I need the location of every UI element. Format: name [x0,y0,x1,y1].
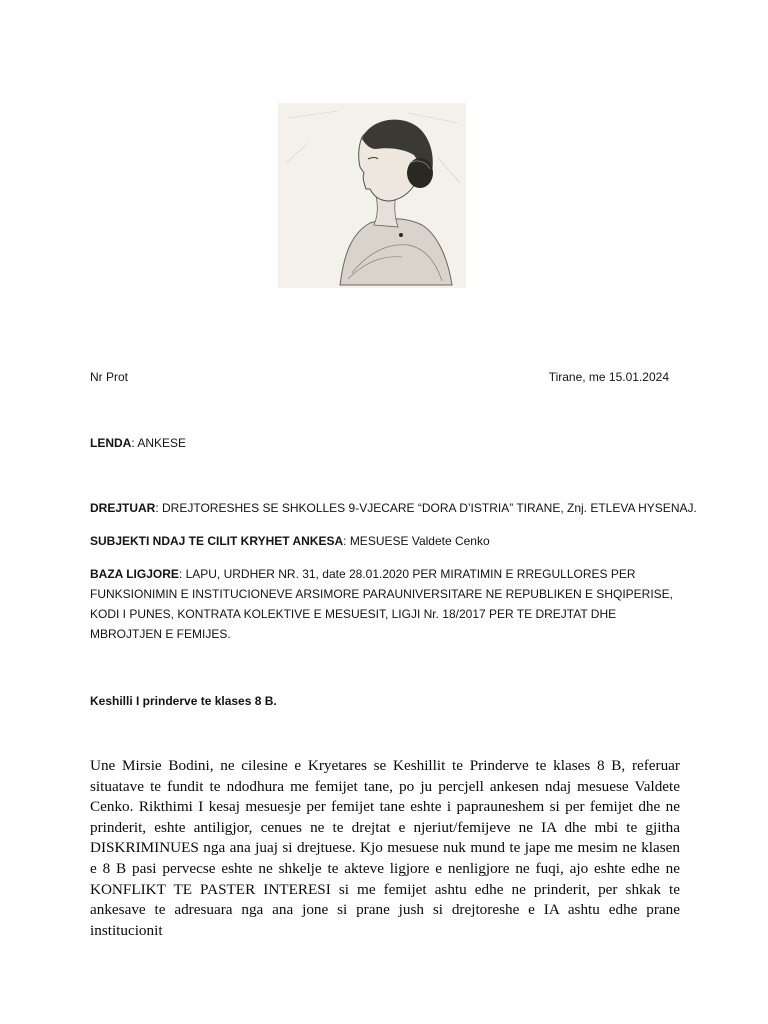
legal-basis-label: BAZA LIGJORE [90,567,179,581]
portrait-engraving [278,103,466,288]
sender-name: Keshilli I prinderve te klases 8 B. [90,694,277,708]
place-date: Tirane, me 15.01.2024 [548,370,669,384]
complaint-subject-value: MESUESE Valdete Cenko [349,534,490,548]
legal-basis: BAZA LIGJORE: LAPU, URDHER NR. 31, date 28.01.2020 PER MIRATIMIN E RREGULLORES PER FUNKSIONIMIN E INSTITUCIONEVE ARSIMORE PARAUNIVERSITARE NE REPUBLIKEN E SHQIPERISE, KODI I PUNES, KONTRATA KOLEKTIVE E MESUESIT, LIGJI Nr. 18/2017 PER TE DREJTAT DHE MBROJTJEN E FEMIJES. [90,567,673,641]
sender-line [90,691,277,711]
subject-label: LENDA [90,436,132,450]
addressee-line: DREJTUAR: DREJTORESHES SE SHKOLLES 9-VJECARE “DORA D’ISTRIA” TIRANE, Znj. ETLEVA HYSENAJ. [90,501,697,515]
protocol-number: Nr Prot [90,370,129,384]
legal-basis-value: LAPU, URDHER NR. 31, date 28.01.2020 PER MIRATIMIN E RREGULLORES PER FUNKSIONIMIN E INSTITUCIONEVE ARSIMORE PARAUNIVERSITARE NE REPUBLIKEN E SHQIPERISE, KODI I PUNES, KONTRATA KOLEKTIVE E MESUESIT, LIGJI Nr. 18/2017 PER TE DREJTAT DHE MBROJTJEN E FEMIJES. [90,567,673,641]
letter-body: Une Mirsie Bodini, ne cilesine e Kryetares se Keshillit te Prinderve te klases 8 B, referuar situatave te fundit te ndodhura me femijet tane, po ju percjell ankesen ndaj mesuese Valdete Cenko. Rikthimi I kesaj mesuesje per femijet tane eshte i paprauneshem si per femijet dhe ne prinderit, eshte antiligjor, cenues ne te drejtat e njeriut/femijeve ne IA dhe mbi te gjitha DISKRIMINUES nga ana juaj si drejtuese. Kjo mesuese nuk mund te jape me mesim ne klasen e 8 B pasi pervecse eshte ne shkelje te akteve ligjore e nenligjore ne fuqi, ajo eshte edhe ne KONFLIKT TE PASTER INTERESI si me femijet ashtu edhe ne prinderit, per shkak te ankesave te adresuara nga ana jone si prane jush si drejtoreshe e IA ashtu edhe prane institucionit [90,757,680,939]
complaint-subject-line: SUBJEKTI NDAJ TE CILIT KRYHET ANKESA: MESUESE Valdete Cenko [90,534,490,548]
subject-value: ANKESE [137,436,187,450]
subject-line: LENDA: ANKESE [90,436,187,450]
addressee-value: DREJTORESHES SE SHKOLLES 9-VJECARE “DORA D’ISTRIA” TIRANE, Znj. ETLEVA HYSENAJ. [162,501,697,515]
complaint-subject-label: SUBJEKTI NDAJ TE CILIT KRYHET ANKESA [90,534,344,548]
addressee-label: DREJTUAR [90,501,156,515]
